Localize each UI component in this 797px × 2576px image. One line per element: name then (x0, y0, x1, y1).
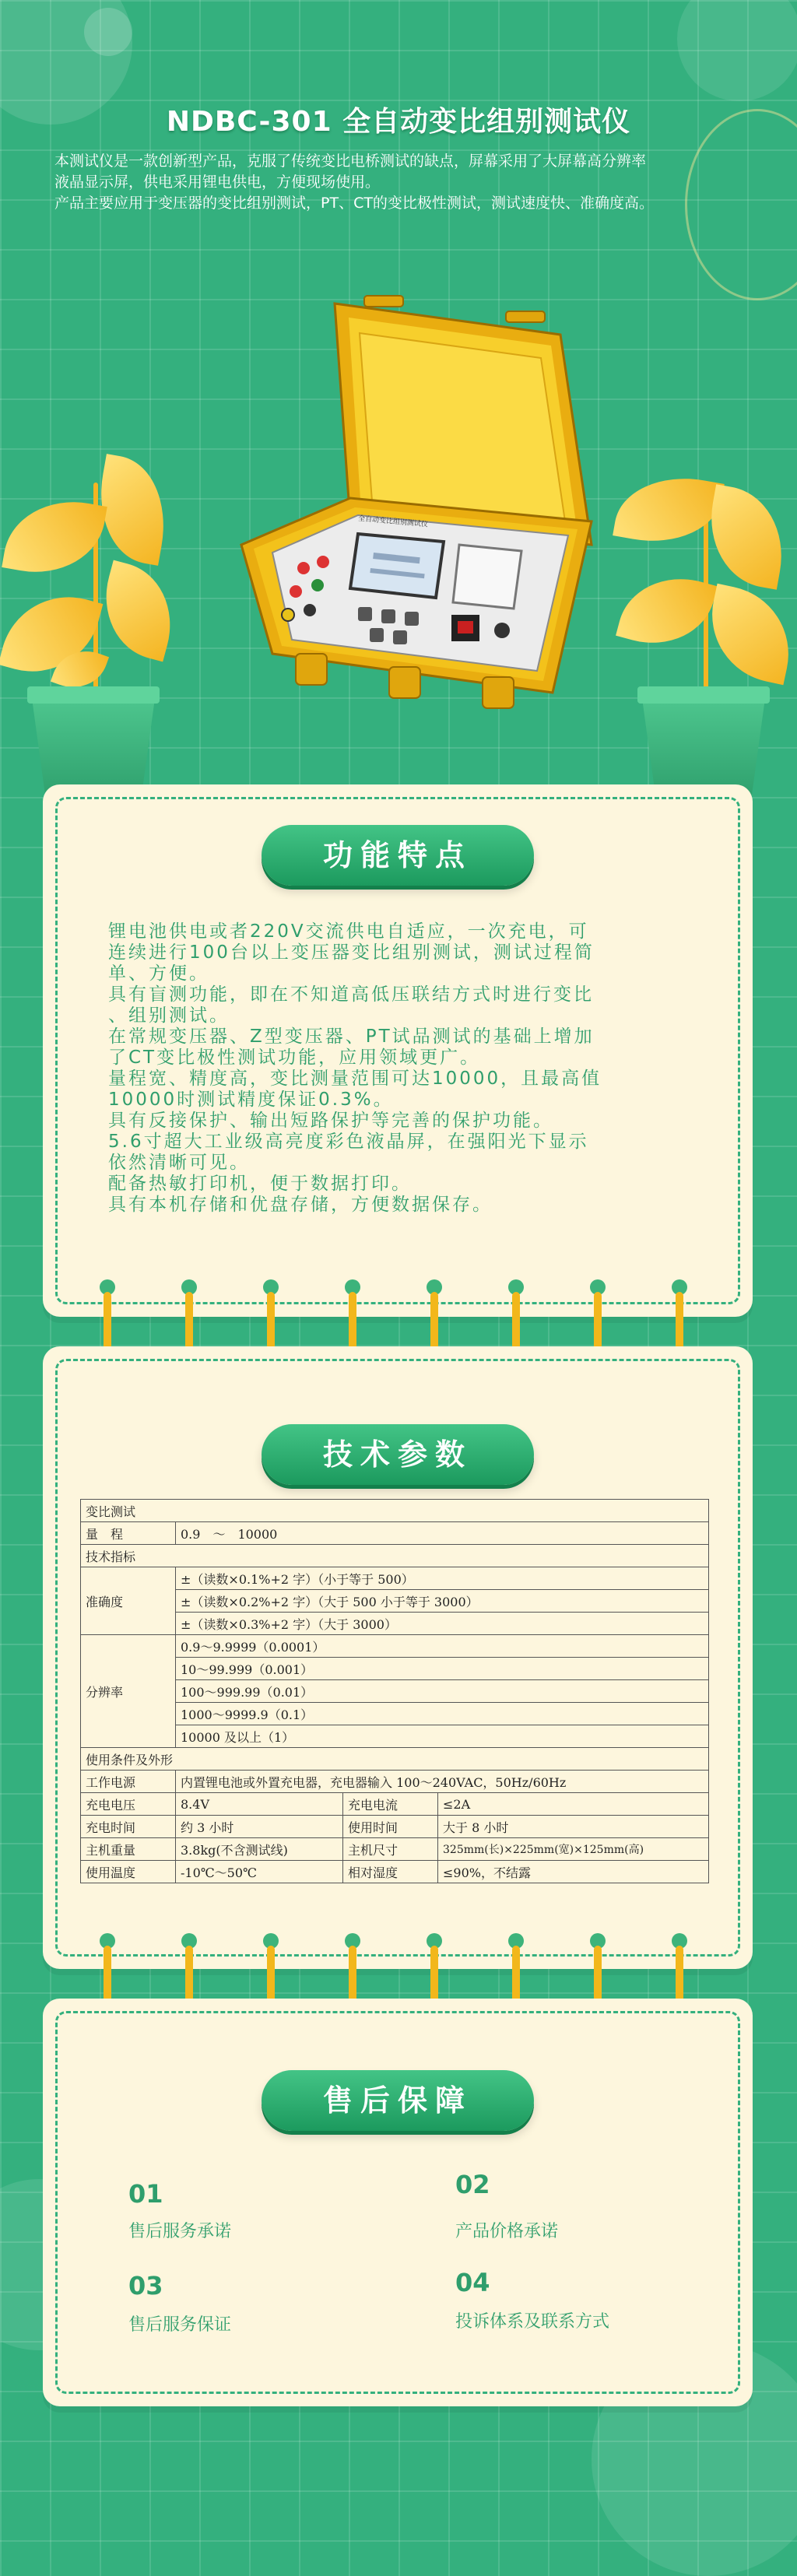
left-plant-illustration (0, 436, 179, 802)
spec-table (80, 1499, 709, 1883)
table-cell: 约 3 小时 (176, 1816, 343, 1838)
device-image (226, 288, 599, 732)
table-label: 相对湿度 (343, 1861, 438, 1883)
table-row (81, 1680, 709, 1703)
right-plant-illustration (618, 436, 797, 802)
specs-card (43, 1346, 753, 1969)
table-cell: ±（读数×0.1%+2 字）（小于等于 500） (176, 1567, 709, 1590)
table-row (81, 1635, 709, 1658)
table-row (81, 1771, 709, 1793)
feature-line: 在常规变压器、Z型变压器、PT试品测试的基础上增加 (108, 1027, 595, 1047)
table-cell: ±（读数×0.2%+2 字）（大于 500 小于等于 3000） (176, 1590, 709, 1613)
decor-bubble (84, 8, 132, 56)
service-number: 02 (455, 2170, 490, 2199)
section-title: 功能特点 (262, 825, 534, 886)
table-label: 分辨率 (81, 1635, 176, 1748)
table-section: 技术指标 (81, 1545, 709, 1567)
table-cell: ±（读数×0.3%+2 字）（大于 3000） (176, 1613, 709, 1635)
table-row (81, 1816, 709, 1838)
plant-pot-rim (637, 686, 770, 704)
table-row (81, 1703, 709, 1725)
table-cell: 大于 8 小时 (438, 1816, 709, 1838)
table-section: 变比测试 (81, 1500, 709, 1522)
table-section: 使用条件及外形 (81, 1748, 709, 1771)
feature-line: 依然清晰可见。 (108, 1153, 250, 1173)
service-number: 01 (128, 2179, 163, 2209)
table-label: 主机尺寸 (343, 1838, 438, 1861)
intro-text (54, 151, 755, 214)
intro-line: 液晶显示屏，供电采用锂电供电，方便现场使用。 (54, 174, 381, 191)
table-row (81, 1545, 709, 1567)
table-label: 主机重量 (81, 1838, 176, 1861)
service-number: 03 (128, 2271, 163, 2301)
service-label: 售后服务承诺 (128, 2222, 232, 2241)
table-cell: 325mm(长)×225mm(宽)×125mm(高) (438, 1838, 709, 1861)
feature-line: 了CT变比极性测试功能，应用领域更广。 (108, 1048, 481, 1068)
table-row (81, 1838, 709, 1861)
table-cell: 100～999.99（0.01） (176, 1680, 709, 1703)
table-cell: 0.9～9.9999（0.0001） (176, 1635, 709, 1658)
table-label: 准确度 (81, 1567, 176, 1635)
feature-line: 配备热敏打印机，便于数据打印。 (108, 1174, 412, 1194)
feature-line: 单、方便。 (108, 963, 209, 984)
feature-line: 5.6寸超大工业级高亮度彩色液晶屏，在强阳光下显示 (108, 1132, 589, 1152)
feature-list (108, 921, 739, 1216)
features-card (43, 784, 753, 1317)
service-number: 04 (455, 2268, 490, 2297)
table-row (81, 1793, 709, 1816)
feature-line: 连续进行100台以上变压器变比组别测试，测试过程简 (108, 942, 595, 963)
table-cell: ≤2A (438, 1793, 709, 1816)
feature-line: 具有反接保护、输出短路保护等完善的保护功能。 (108, 1111, 553, 1131)
table-label: 量 程 (81, 1522, 176, 1545)
table-label: 使用时间 (343, 1816, 438, 1838)
table-cell: 0.9 ～ 10000 (176, 1522, 709, 1545)
table-cell: 10000 及以上（1） (176, 1725, 709, 1748)
table-cell: 内置锂电池或外置充电器，充电器输入 100～240VAC，50Hz/60Hz (176, 1771, 709, 1793)
table-label: 充电电流 (343, 1793, 438, 1816)
table-row (81, 1500, 709, 1522)
table-row (81, 1725, 709, 1748)
table-cell: 1000～9999.9（0.1） (176, 1703, 709, 1725)
intro-line: 本测试仪是一款创新型产品，克服了传统变比电桥测试的缺点，屏幕采用了大屏幕高分辨率 (54, 153, 647, 170)
plant-leaf (2, 490, 107, 583)
table-cell: 8.4V (176, 1793, 343, 1816)
plant-leaf (700, 484, 792, 590)
section-title: 技术参数 (262, 1424, 534, 1485)
feature-line: 具有本机存储和优盘存储，方便数据保存。 (108, 1195, 493, 1215)
table-cell: -10℃～50℃ (176, 1861, 343, 1883)
table-row (81, 1613, 709, 1635)
plant-leaf (700, 584, 797, 685)
table-row (81, 1658, 709, 1680)
device-drawing (226, 288, 599, 732)
service-label: 产品价格承诺 (455, 2222, 559, 2241)
service-label: 售后服务保证 (128, 2315, 232, 2335)
table-row (81, 1567, 709, 1590)
section-title: 售后保障 (262, 2070, 534, 2131)
service-card (43, 1999, 753, 2406)
device-panel-caption: 全自动变比组别测试仪 (357, 514, 429, 529)
plant-leaf (616, 564, 718, 658)
plant-leaf (91, 560, 184, 662)
table-cell: 3.8kg(不含测试线) (176, 1838, 343, 1861)
table-row (81, 1590, 709, 1613)
intro-line: 产品主要应用于变压器的变比组别测试，PT、CT的变比极性测试，测试速度快、准确度高。 (54, 195, 654, 212)
table-cell: ≤90%，不结露 (438, 1861, 709, 1883)
decor-bubble (677, 0, 797, 101)
table-label: 充电电压 (81, 1793, 176, 1816)
feature-line: 、组别测试。 (108, 1005, 230, 1026)
feature-line: 具有盲测功能，即在不知道高低压联结方式时进行变比 (108, 984, 594, 1005)
table-row (81, 1861, 709, 1883)
table-label: 充电时间 (81, 1816, 176, 1838)
table-label: 使用温度 (81, 1861, 176, 1883)
feature-line: 锂电池供电或者220V交流供电自适应，一次充电，可 (108, 921, 589, 942)
table-cell: 10～99.999（0.001） (176, 1658, 709, 1680)
feature-line: 量程宽、精度高，变比测量范围可达10000，且最高值 (108, 1069, 602, 1089)
service-label: 投诉体系及联系方式 (455, 2312, 610, 2332)
table-row (81, 1522, 709, 1545)
table-label: 工作电源 (81, 1771, 176, 1793)
plant-pot-rim (27, 686, 160, 704)
feature-line: 10000时测试精度保证0.3%。 (108, 1090, 394, 1110)
table-row (81, 1748, 709, 1771)
page-title: NDBC-301 全自动变比组别测试仪 (166, 106, 631, 138)
